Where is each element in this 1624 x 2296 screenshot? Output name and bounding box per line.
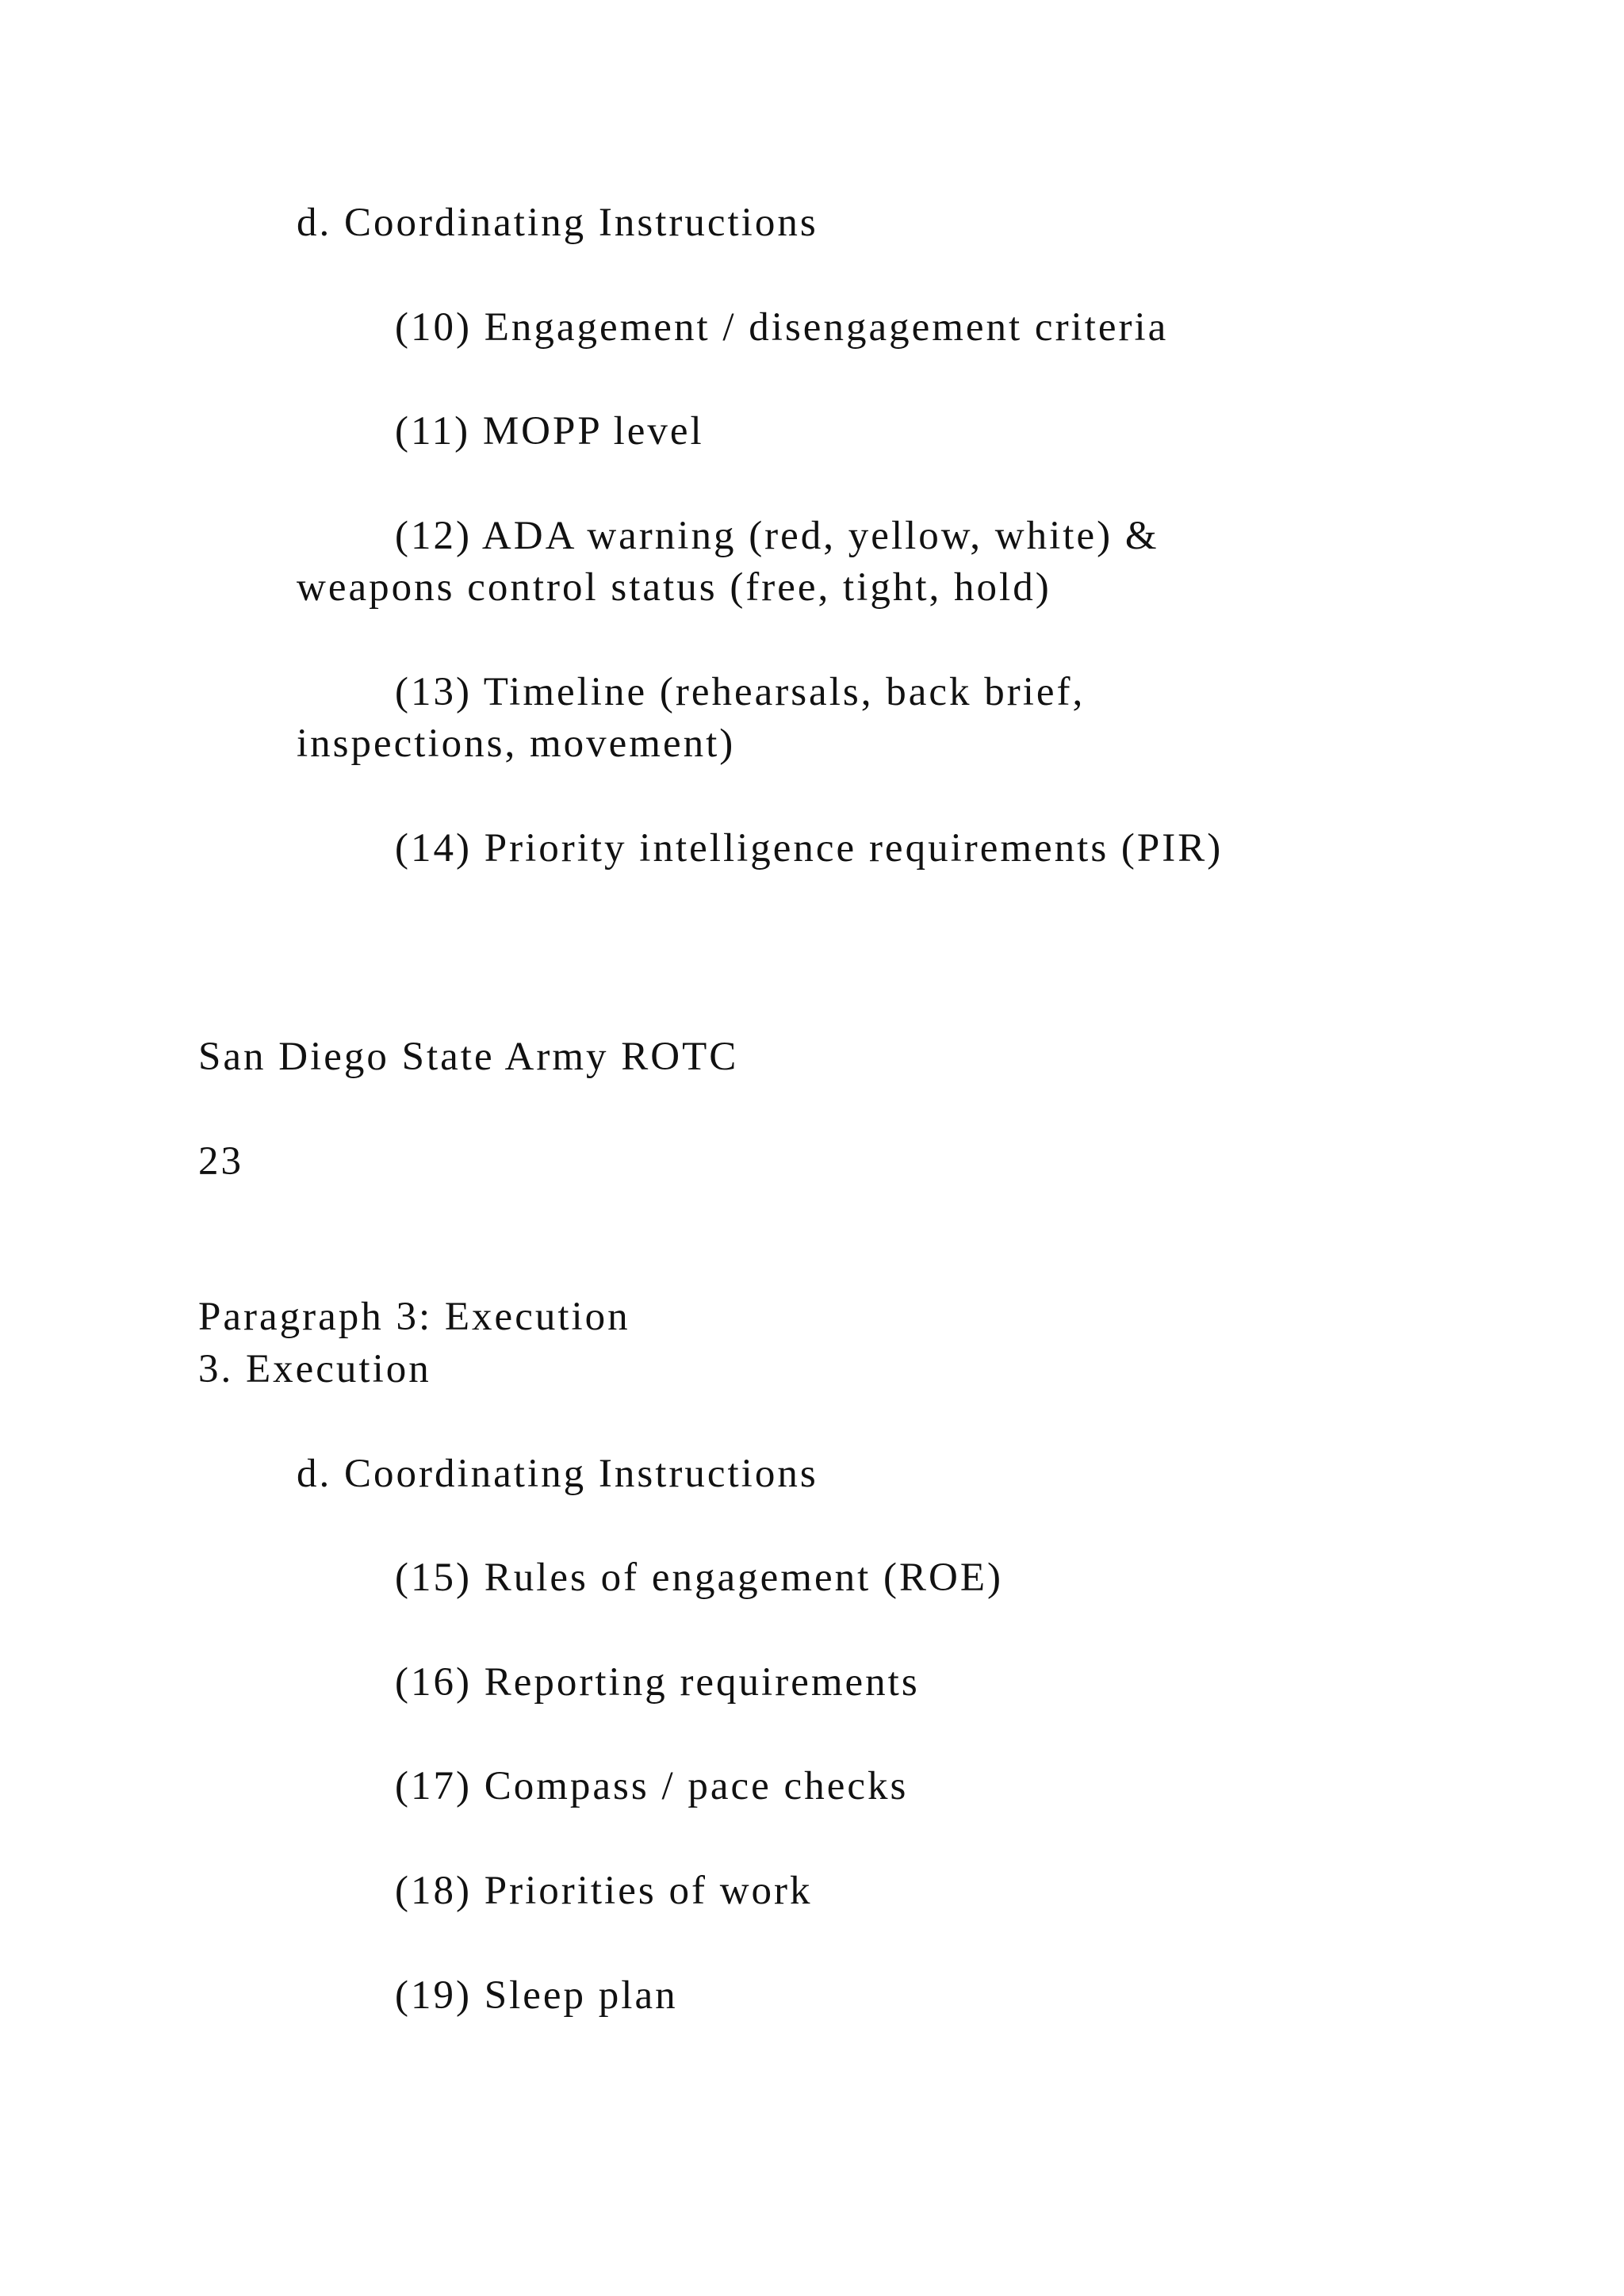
item-12-continuation: weapons control status (free, tight, hold) bbox=[297, 565, 1051, 610]
item-14: (14) Priority intelligence requirements (PIR) bbox=[395, 826, 1224, 871]
item-13: (13) Timeline (rehearsals, back brief, bbox=[395, 670, 1086, 714]
coordinating-instructions-heading: d. Coordinating Instructions bbox=[297, 201, 818, 245]
item-10: (10) Engagement / disengagement criteria bbox=[395, 305, 1169, 350]
paragraph-heading: 3. Execution bbox=[198, 1347, 431, 1391]
item-19: (19) Sleep plan bbox=[395, 1973, 678, 2018]
item-11: (11) MOPP level bbox=[395, 409, 704, 453]
page-number: 23 bbox=[198, 1139, 243, 1184]
item-16: (16) Reporting requirements bbox=[395, 1660, 920, 1705]
item-13-continuation: inspections, movement) bbox=[297, 721, 736, 766]
slide-title: Paragraph 3: Execution bbox=[198, 1295, 630, 1339]
coordinating-instructions-heading-2: d. Coordinating Instructions bbox=[297, 1452, 818, 1496]
item-15: (15) Rules of engagement (ROE) bbox=[395, 1556, 1003, 1600]
item-18: (18) Priorities of work bbox=[395, 1869, 813, 1913]
item-12: (12) ADA warning (red, yellow, white) & bbox=[395, 514, 1159, 558]
organization-name: San Diego State Army ROTC bbox=[198, 1035, 739, 1079]
item-17: (17) Compass / pace checks bbox=[395, 1764, 909, 1808]
